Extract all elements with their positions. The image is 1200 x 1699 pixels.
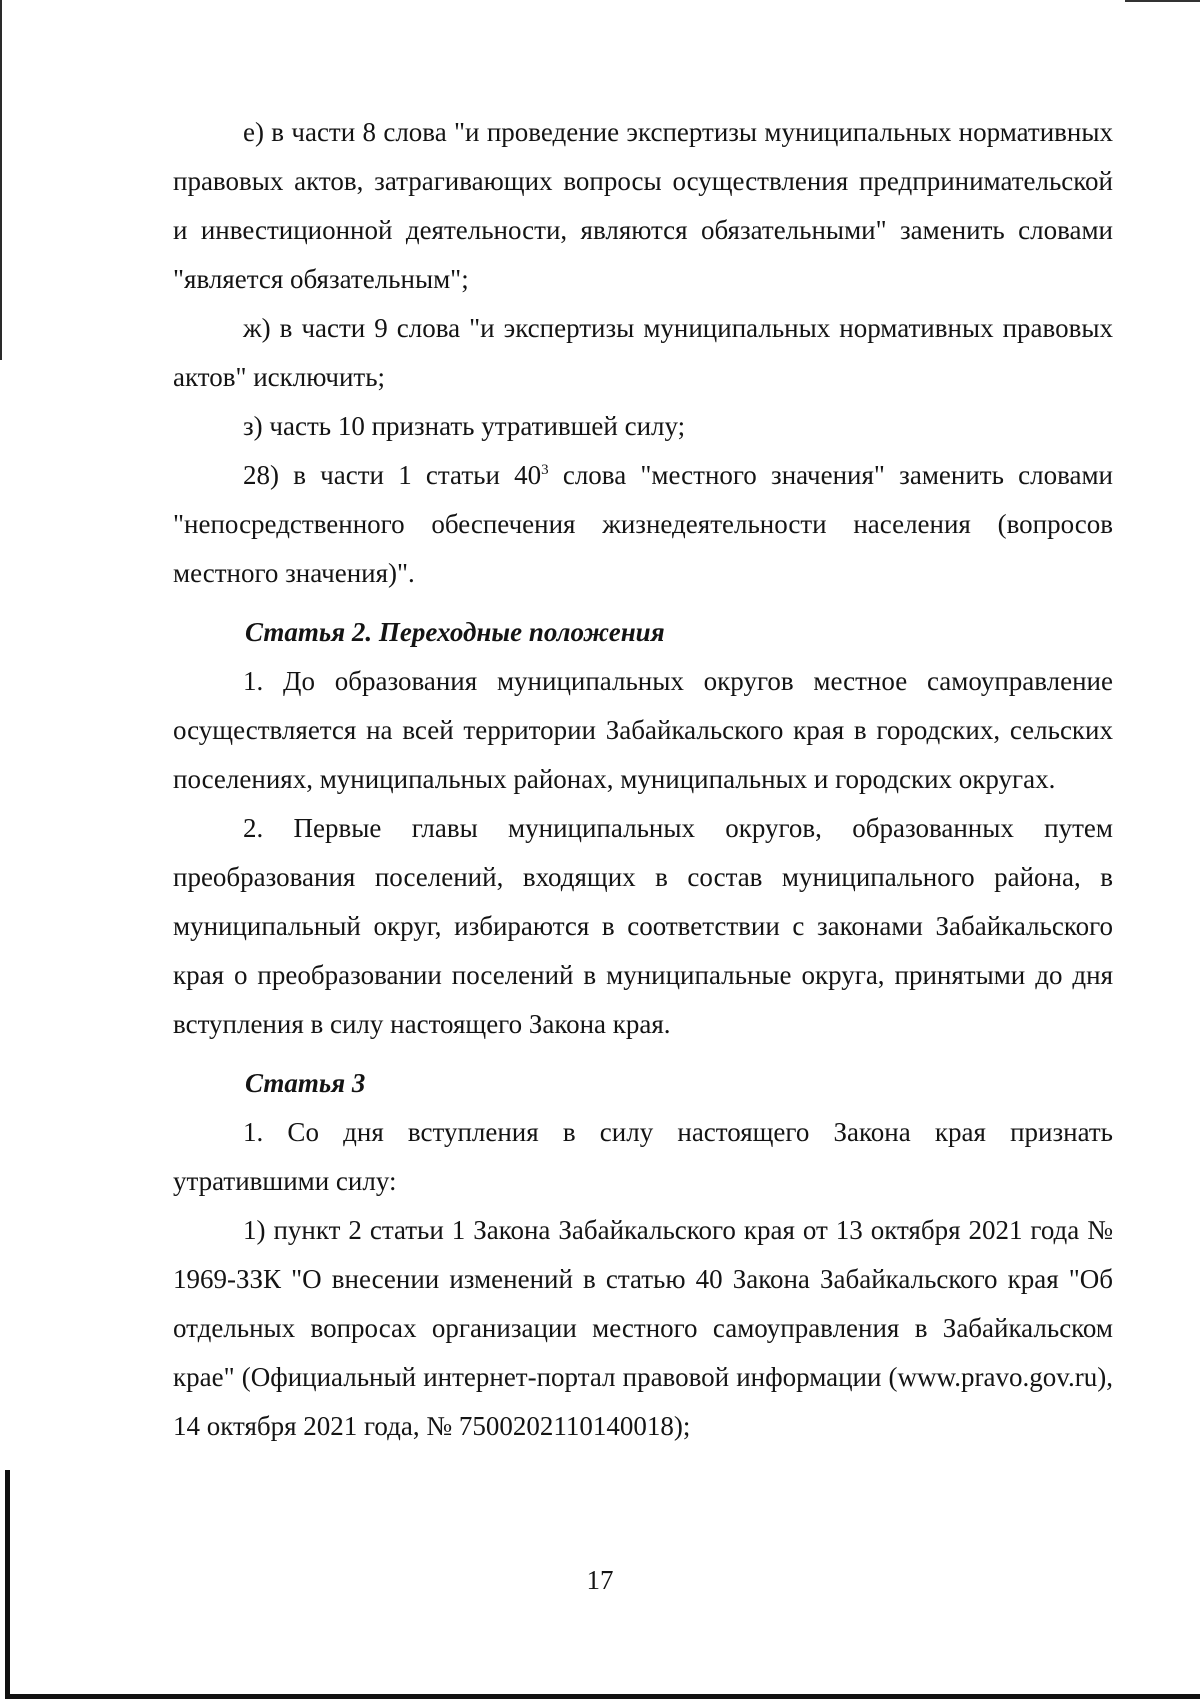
scan-edge-bottom (5, 1694, 1200, 1699)
scan-edge-top-right (1125, 0, 1200, 2)
page-number: 17 (586, 1565, 614, 1595)
article-3-item-1: 1. Со дня вступления в силу настоящего Закона края признать утратившими силу: (173, 1117, 1113, 1196)
article-2-item-1: 1. До образования муниципальных округов местное самоуправление осуществляется на всей территории Забайкальского края в городских, сельских поселениях, муниципальных районах, муниципальных и городских округах. (173, 666, 1113, 794)
paragraph-28-before: 28) в части 1 статьи 40 (243, 460, 542, 490)
paragraph-zh: ж) в части 9 слова "и экспертизы муниципальных нормативных правовых актов" исключить; (173, 313, 1113, 392)
superscript: 3 (541, 462, 549, 478)
paragraph-e: е) в части 8 слова "и проведение экспертизы муниципальных нормативных правовых актов, затрагивающих вопросы осуществления предпринимательской и инвестиционной деятельности, являются обязательными" заменить словами "является обязательным"; (173, 117, 1113, 294)
paragraph-28-after: слова "местного значения" заменить словами "непосредственного обеспечения жизнедеятельности населения (вопросов местного значения)". (173, 460, 1113, 588)
article-2-item-2: 2. Первые главы муниципальных округов, образованных путем преобразования поселений, входящих в состав муниципального района, в муниципальный округ, избираются в соответствии с законами Забайкальского края о преобразовании поселений в муниципальные округа, принятыми до дня вступления в силу настоящего Закона края. (173, 813, 1113, 1039)
paragraph-28 (173, 451, 1113, 598)
paragraph-z: з) часть 10 признать утратившей силу; (243, 411, 686, 441)
scan-edge-left-top (0, 0, 2, 360)
article-2-heading: Статья 2. Переходные положения (245, 617, 665, 647)
article-3-heading: Статья 3 (245, 1068, 366, 1098)
document-body (173, 108, 1113, 1451)
article-3-subitem-1: 1) пункт 2 статьи 1 Закона Забайкальского края от 13 октября 2021 года № 1969-ЗЗК "О внесении изменений в статью 40 Закона Забайкальского края "Об отдельных вопросах организации местного самоуправления в Забайкальском крае" (Официальный интернет-портал правовой информации (www.pravo.gov.ru), 14 октября 2021 года, № 7500202110140018); (173, 1215, 1113, 1441)
